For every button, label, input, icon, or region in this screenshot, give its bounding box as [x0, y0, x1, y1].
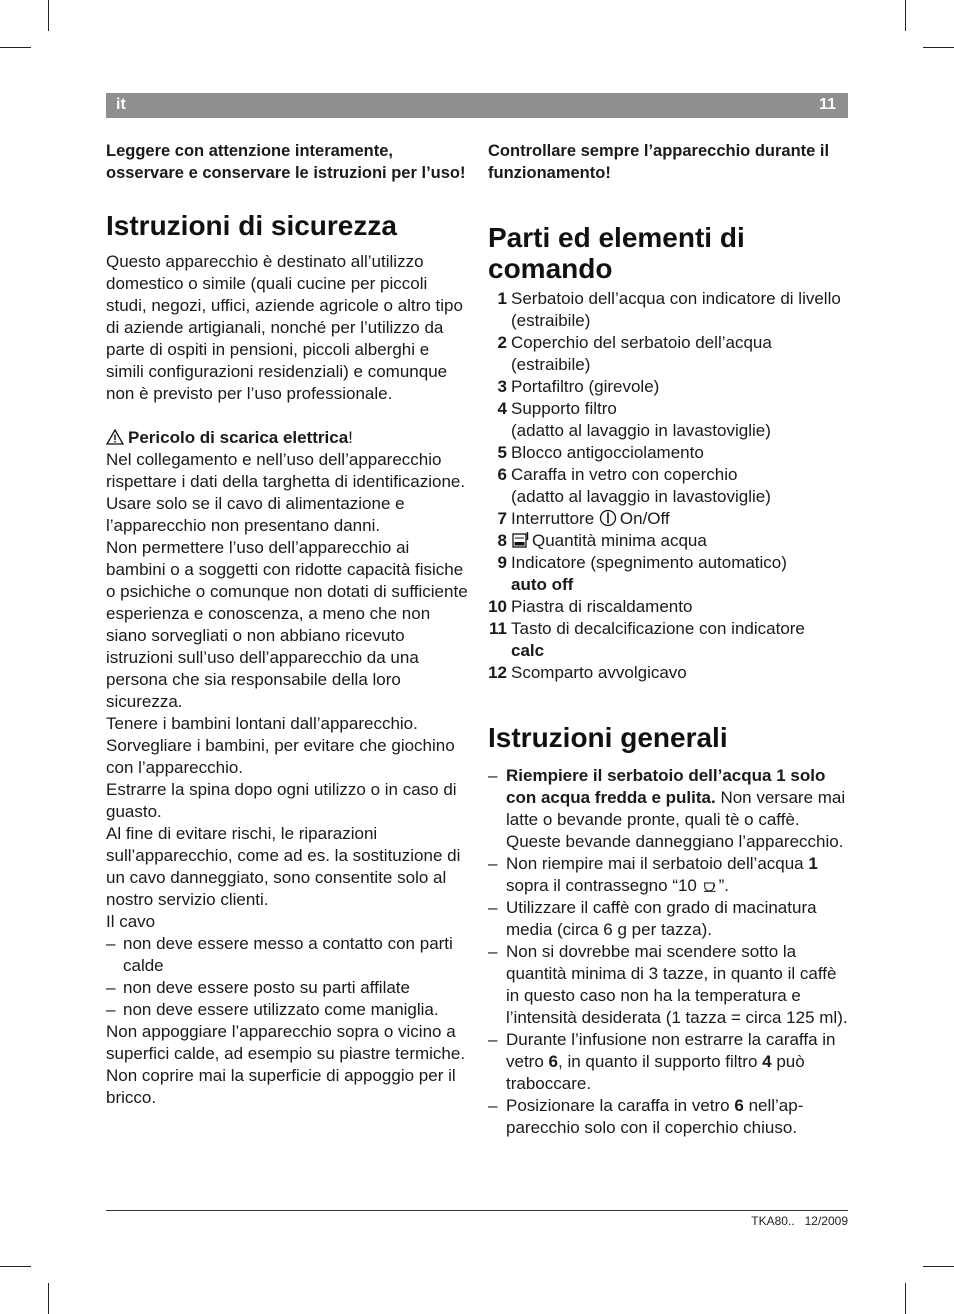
crop-mark: [923, 1266, 954, 1267]
paragraph: Usare solo se il cavo di alimentazione e l’apparecchio non presentano danni.: [106, 494, 405, 535]
paragraph: Sorvegliare i bambini, per evitare che giochino con l’apparecchio.: [106, 736, 455, 777]
list-item: 4 Supporto filtro (adatto al lavaggio in lavastoviglie): [497, 399, 771, 440]
crop-mark: [905, 0, 906, 31]
crop-mark: [0, 47, 31, 48]
list-item: – Non si dovrebbe mai scendere sotto la quantità minima di 3 tazze, in quanto il caffè in questo caso non ha la temperatura e l’intensità desiderata (1 tazza = circa 125 ml).: [488, 942, 848, 1027]
list-item: – Non riempire mai il serbatoio dell’acqua 1 sopra il contrassegno “10 ”.: [488, 854, 818, 895]
read-instructions-notice: Leggere con attenzione interamente, osservare e conservare le istruzioni per l’uso!: [106, 142, 466, 182]
list-item: 7 Interruttore On/Off: [497, 509, 670, 528]
warning-triangle-icon: [106, 429, 124, 445]
supervise-notice: Controllare sempre l’apparecchio durante il funzionamento!: [488, 142, 830, 182]
general-title: Istruzioni generali: [488, 722, 728, 753]
model-code: TKA80..: [751, 1214, 795, 1228]
list-item: 12 Scomparto avvolgicavo: [488, 663, 687, 682]
paragraph: Al fine di evitare rischi, le riparazioni sull’apparecchio, come ad es. la sostituzione di un cavo danneggiato, sono consentite solo al nostro servizio clienti.: [106, 824, 461, 909]
paragraph: Estrarre la spina dopo ogni utilizzo o in caso di guasto.: [106, 780, 457, 821]
paragraph: Non appoggiare l’apparecchio sopra o vicino a superfici calde, ad esempio su piastre termiche.: [106, 1022, 466, 1063]
list-item: 3 Portafiltro (girevole): [497, 377, 660, 396]
minimum-water-icon: [511, 531, 529, 549]
list-item: – Posizionare la caraffa in vetro 6 nell’ap-parecchio solo con il coperchio chiuso.: [488, 1096, 804, 1137]
list-item: 6 Caraffa in vetro con coperchio (adatto al lavaggio in lavastoviglie): [497, 465, 771, 506]
list-item: – Durante l’infusione non estrarre la caraffa in vetro 6, in quanto il supporto filtro 4 può traboccare.: [488, 1030, 836, 1093]
parts-list: [488, 288, 850, 684]
parts-title: Parti ed elementi di comando: [488, 222, 745, 284]
page-header-bar: [106, 93, 848, 118]
footer-divider: [106, 1210, 848, 1211]
footer: [751, 1214, 848, 1228]
crop-mark: [905, 1283, 906, 1314]
list-item: – Riempiere il serbatoio dell’acqua 1 solo con acqua fredda e pulita. Non versare mai latte o bevande pronte, quali tè o caffè. Queste bevande danneggiano l’apparecchio.: [488, 766, 846, 851]
safety-title: Istruzioni di sicurezza: [106, 210, 397, 241]
left-column: [106, 140, 468, 1109]
list-item: 10 Piastra di riscaldamento: [488, 597, 693, 616]
paragraph: Non permettere l’uso dell’apparecchio ai bambini o a soggetti con ridotte capacità fisiche o psichiche o comunque non dotati di sufficiente esperienza e conoscenza, a meno che non siano sorvegliati o non abbiano ricevuto istruzioni sull’uso dell’apparecchio da una persona che sia responsabile della loro sicurezza.: [106, 538, 468, 711]
list-item: 9 Indicatore (spegnimento automatico) auto off: [497, 553, 787, 594]
paragraph: Non coprire mai la superficie di appoggio per il bricco.: [106, 1066, 456, 1107]
paragraph: Tenere i bambini lontani dall’apparecchio.: [106, 714, 418, 733]
danger-suffix: !: [348, 428, 353, 447]
crop-mark: [48, 1283, 49, 1314]
paragraph: Nel collegamento e nell’uso dell’apparecchio rispettare i dati della targhetta di identificazione.: [106, 450, 466, 491]
list-item: – non deve essere utilizzato come maniglia.: [106, 1000, 439, 1019]
list-item: 11 Tasto di decalcificazione con indicatore calc: [489, 619, 805, 660]
cup-icon: [702, 878, 719, 893]
crop-mark: [48, 0, 49, 31]
list-item: 1 Serbatoio dell’acqua con indicatore di livello (estraibile): [497, 289, 841, 330]
list-item: – non deve essere posto su parti affilate: [106, 978, 410, 997]
electric-shock-warning: [106, 427, 468, 449]
safety-intro-text: Questo apparecchio è destinato all’utilizzo domestico o simile (quali cucine per piccoli studi, negozi, uffici, aziende agricole o altro tipo di aziende artigianali, nonché per l’utilizzo da parte di ospiti in pensioni, piccoli alberghi e simili configurazioni residenziali) e comunque non è previsto per l’uso professionale.: [106, 252, 463, 403]
power-switch-icon: [599, 509, 617, 527]
general-instructions-list: [488, 765, 850, 1139]
edition-date: 12/2009: [804, 1214, 848, 1228]
right-column: [488, 140, 850, 1139]
list-item: 8 Quantità minima acqua: [497, 531, 707, 550]
language-code: it: [116, 96, 126, 113]
crop-mark: [923, 47, 954, 48]
crop-mark: [0, 1266, 31, 1267]
paragraph: Il cavo: [106, 912, 156, 931]
list-item: 5 Blocco antigocciolamento: [497, 443, 704, 462]
cable-warnings-list: [106, 933, 468, 1021]
list-item: – Utilizzare il caffè con grado di macinatura media (circa 6 g per tazza).: [488, 898, 817, 939]
list-item: 2 Coperchio del serbatoio dell’acqua (estraibile): [497, 333, 772, 374]
list-item: – non deve essere messo a contatto con parti calde: [106, 934, 453, 975]
page-number: 11: [819, 96, 836, 113]
danger-label: Pericolo di scarica elettrica: [128, 428, 349, 447]
